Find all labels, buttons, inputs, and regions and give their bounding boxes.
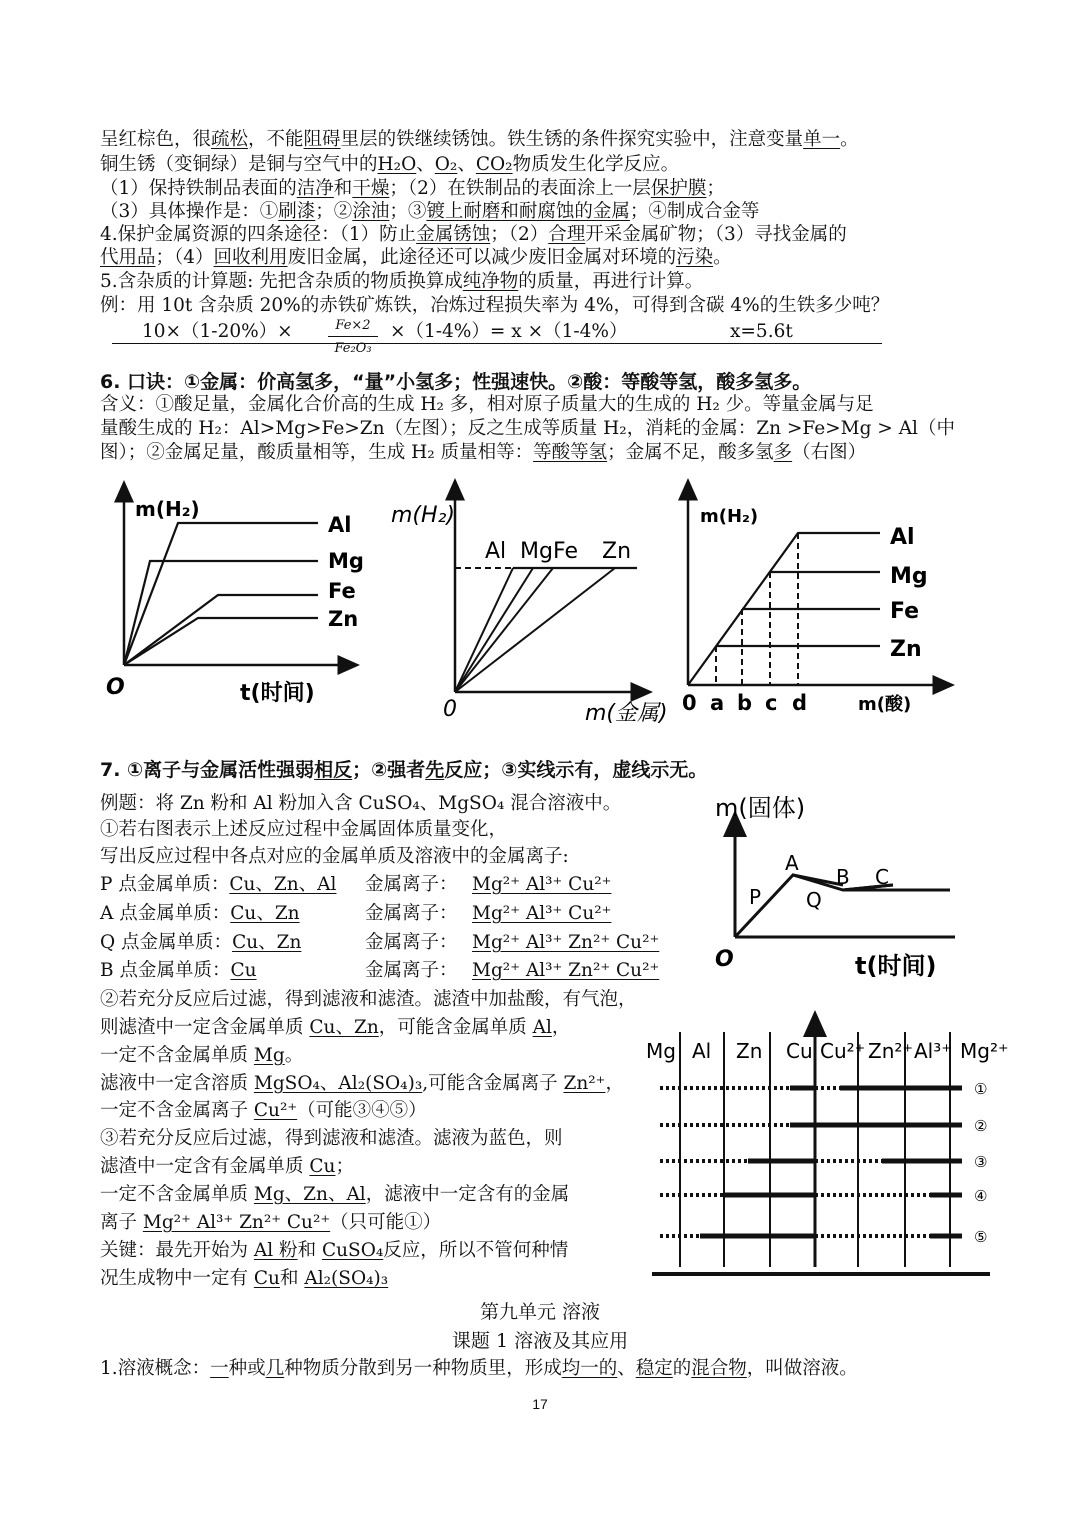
graph-left-label-mg: Mg: [328, 549, 364, 573]
section6-line-1: 含义：①酸足量，金属化合价高的生成 H₂ 多，相对原子质量大的生成的 H₂ 少。等量金属与足: [100, 394, 874, 415]
graph-left: [100, 480, 400, 730]
point-row-a: A 点金属单质：Cu、Zn 金属离子： Mg²⁺ Al³⁺ Cu²⁺: [100, 903, 612, 924]
graph-middle-xlabel: m(金属): [585, 701, 668, 726]
q2-line-a: ②若充分反应后过滤，得到滤液和滤渣。滤渣中加盐酸，有气泡，: [100, 989, 637, 1010]
point-row-q: Q 点金属单质：Cu、Zn 金属离子： Mg²⁺ Al³⁺ Zn²⁺ Cu²⁺: [100, 932, 660, 953]
section6-line-3: 图）；②金属足量，酸质量相等，生成 H₂ 质量相等：等酸等氢；金属不足，酸多氢多（右图）: [100, 442, 867, 463]
calc-result: x=5.6t: [730, 321, 793, 342]
rust-line-4: （3）具体操作是：①刷漆；②涂油；③镀上耐磨和耐腐蚀的金属；④制成合金等: [100, 201, 760, 222]
ion-row-1: ①: [974, 1080, 988, 1098]
graph-solid-origin: O: [715, 947, 734, 972]
section7-title: 7. ①离子与金属活性强弱相反；②强者先反应；③实线示有，虚线示无。: [100, 759, 708, 781]
graph-left-ylabel: m(H₂): [135, 497, 200, 521]
graph-right-label-al: Al: [890, 525, 915, 550]
section7-q1: ①若右图表示上述反应过程中金属固体质量变化，: [100, 819, 508, 840]
ion-header-al3: Al³⁺: [914, 1039, 952, 1063]
ion-header-al: Al: [692, 1039, 712, 1063]
unit-heading: 第九单元 溶液: [479, 1301, 601, 1323]
q2-line-c: 一定不含金属单质 Mg。: [100, 1045, 304, 1066]
ion-row-4: ④: [974, 1187, 988, 1205]
point-row-p: P 点金属单质：Cu、Zn、Al 金属离子： Mg²⁺ Al³⁺ Cu²⁺: [100, 874, 612, 895]
lesson-heading: 课题 1 溶液及其应用: [451, 1330, 629, 1352]
graph-right: [680, 480, 970, 730]
ion-header-cu2: Cu²⁺: [820, 1039, 866, 1063]
graph-solid-point-c: C: [875, 865, 889, 889]
graph-right-tick-0: 0: [682, 691, 697, 715]
graph-middle: [385, 480, 668, 730]
graph-right-ylabel: m(H₂): [700, 506, 759, 527]
section7-example: 例题：将 Zn 粉和 Al 粉加入含 CuSO₄、MgSO₄ 混合溶液中。: [100, 793, 622, 814]
ion-row-2: ②: [974, 1117, 988, 1135]
solution-definition: 1.溶液概念：一种或几种物质分散到另一种物质里，形成均一的、稳定的混合物，叫做溶液。: [100, 1358, 858, 1379]
q2-line-d: 滤液中一定含溶质 MgSO₄、Al₂(SO₄)₃,可能含金属离子 Zn²⁺，: [100, 1073, 624, 1094]
graph-right-label-fe: Fe: [890, 599, 920, 624]
graph-solid: [705, 782, 965, 982]
graph-right-tick-a: a: [710, 691, 725, 715]
graph-left-label-fe: Fe: [328, 579, 356, 603]
calc-denominator: Fe₂O₃: [334, 341, 372, 356]
graph-right-tick-c: c: [765, 691, 778, 715]
rust-line-7: 5.含杂质的计算题: 先把含杂质的物质换算成纯净物的质量，再进行计算。: [100, 271, 704, 292]
rust-line-5: 4.保护金属资源的四条途径：（1）防止金属锈蚀；（2）合理开采金属矿物；（3）寻找金属的: [100, 224, 847, 245]
graph-left-xlabel: t(时间): [240, 681, 315, 706]
graph-middle-label-mg: Mg: [520, 539, 553, 564]
ion-header-zn2: Zn²⁺: [868, 1039, 913, 1063]
graph-right-xlabel: m(酸): [858, 694, 912, 715]
graph-right-tick-b: b: [737, 691, 753, 715]
graph-solid-point-b: B: [836, 865, 850, 889]
graph-middle-ylabel: m(H₂): [391, 503, 455, 528]
graph-solid-point-p: P: [749, 885, 762, 909]
graph-middle-label-al: Al: [485, 539, 507, 564]
q3-line-c: 一定不含金属单质 Mg、Zn、Al，滤液中一定含有的金属: [100, 1184, 570, 1205]
graph-middle-origin: 0: [443, 697, 457, 722]
key-line-1: 关键：最先开始为 Al 粉和 CuSO₄反应，所以不管何种情: [100, 1240, 569, 1261]
ion-header-zn: Zn: [736, 1039, 763, 1063]
ion-chart: [640, 1022, 1009, 1292]
graph-solid-point-q: Q: [806, 888, 822, 912]
q2-line-e: 一定不含金属离子 Cu²⁺（可能③④⑤）: [100, 1100, 427, 1121]
page-number: 17: [532, 1396, 548, 1412]
graph-middle-label-zn: Zn: [602, 539, 632, 564]
calc-underline: [112, 343, 882, 344]
graph-left-label-zn: Zn: [328, 607, 359, 631]
section6-line-2: 量酸生成的 H₂：Al>Mg>Fe>Zn（左图）；反之生成等质量 H₂，消耗的金属：Zn >Fe>Mg > Al（中: [100, 418, 955, 439]
calc-part-b: ×（1-4%）= x ×（1-4%）: [390, 321, 628, 342]
graph-solid-ylabel: m(固体): [715, 794, 806, 822]
graph-solid-xlabel: t(时间): [855, 952, 937, 980]
calc-numerator: Fe×2: [328, 318, 378, 337]
ion-row-3: ③: [974, 1153, 988, 1171]
rust-line-8: 例：用 10t 含杂质 20%的赤铁矿炼铁，冶炼过程损失率为 4%，可得到含碳 4%的生铁多少吨？: [100, 295, 890, 316]
calc-part-a: 10×（1-20%）×: [142, 321, 293, 342]
section6-title: 6. 口诀：①金属：价高氢多，“量”小氢多；性强速快。②酸：等酸等氢，酸多氢多。: [100, 371, 812, 393]
ion-header-mg: Mg: [646, 1039, 676, 1063]
graph-right-tick-d: d: [792, 691, 808, 715]
graph-solid-point-a: A: [785, 851, 799, 875]
graph-middle-label-fe: Fe: [553, 539, 578, 564]
q2-line-b: 则滤渣中一定含金属单质 Cu、Zn，可能含金属单质 Al，: [100, 1017, 571, 1038]
graph-right-label-zn: Zn: [890, 637, 922, 662]
section7-q1b: 写出反应过程中各点对应的金属单质及溶液中的金属离子:: [100, 846, 569, 867]
q3-line-d: 离子 Mg²⁺ Al³⁺ Zn²⁺ Cu²⁺（只可能①）: [100, 1212, 442, 1233]
rust-line-6: 代用品；（4）回收利用废旧金属，此途径还可以减少废旧金属对环境的污染。: [100, 247, 732, 268]
rust-line-3: （1）保持铁制品表面的洁净和干燥；（2）在铁制品的表面涂上一层保护膜；: [100, 178, 725, 199]
ion-header-cu: Cu: [786, 1039, 813, 1063]
graph-left-label-al: Al: [328, 513, 352, 537]
rust-line-2: 铜生锈（变铜绿）是铜与空气中的H₂O、O₂、CO₂物质发生化学反应。: [100, 154, 680, 175]
key-line-2: 况生成物中一定有 Cu和 Al₂(SO₄)₃: [100, 1268, 389, 1289]
rust-line-1: 呈红棕色，很疏松，不能阻碍里层的铁继续锈蚀。铁生锈的条件探究实验中，注意变量单一。: [100, 129, 859, 150]
ion-row-5: ⑤: [974, 1228, 988, 1246]
point-row-b: B 点金属单质：Cu 金属离子： Mg²⁺ Al³⁺ Zn²⁺ Cu²⁺: [100, 960, 660, 981]
calc-fraction: [328, 318, 378, 357]
q3-line-b: 滤渣中一定含有金属单质 Cu；: [100, 1156, 354, 1177]
ion-header-mg2: Mg²⁺: [960, 1039, 1009, 1063]
q3-line-a: ③若充分反应后过滤，得到滤液和滤渣。滤液为蓝色，则: [100, 1128, 563, 1149]
graph-right-label-mg: Mg: [890, 564, 928, 589]
graph-left-origin: O: [106, 675, 125, 700]
